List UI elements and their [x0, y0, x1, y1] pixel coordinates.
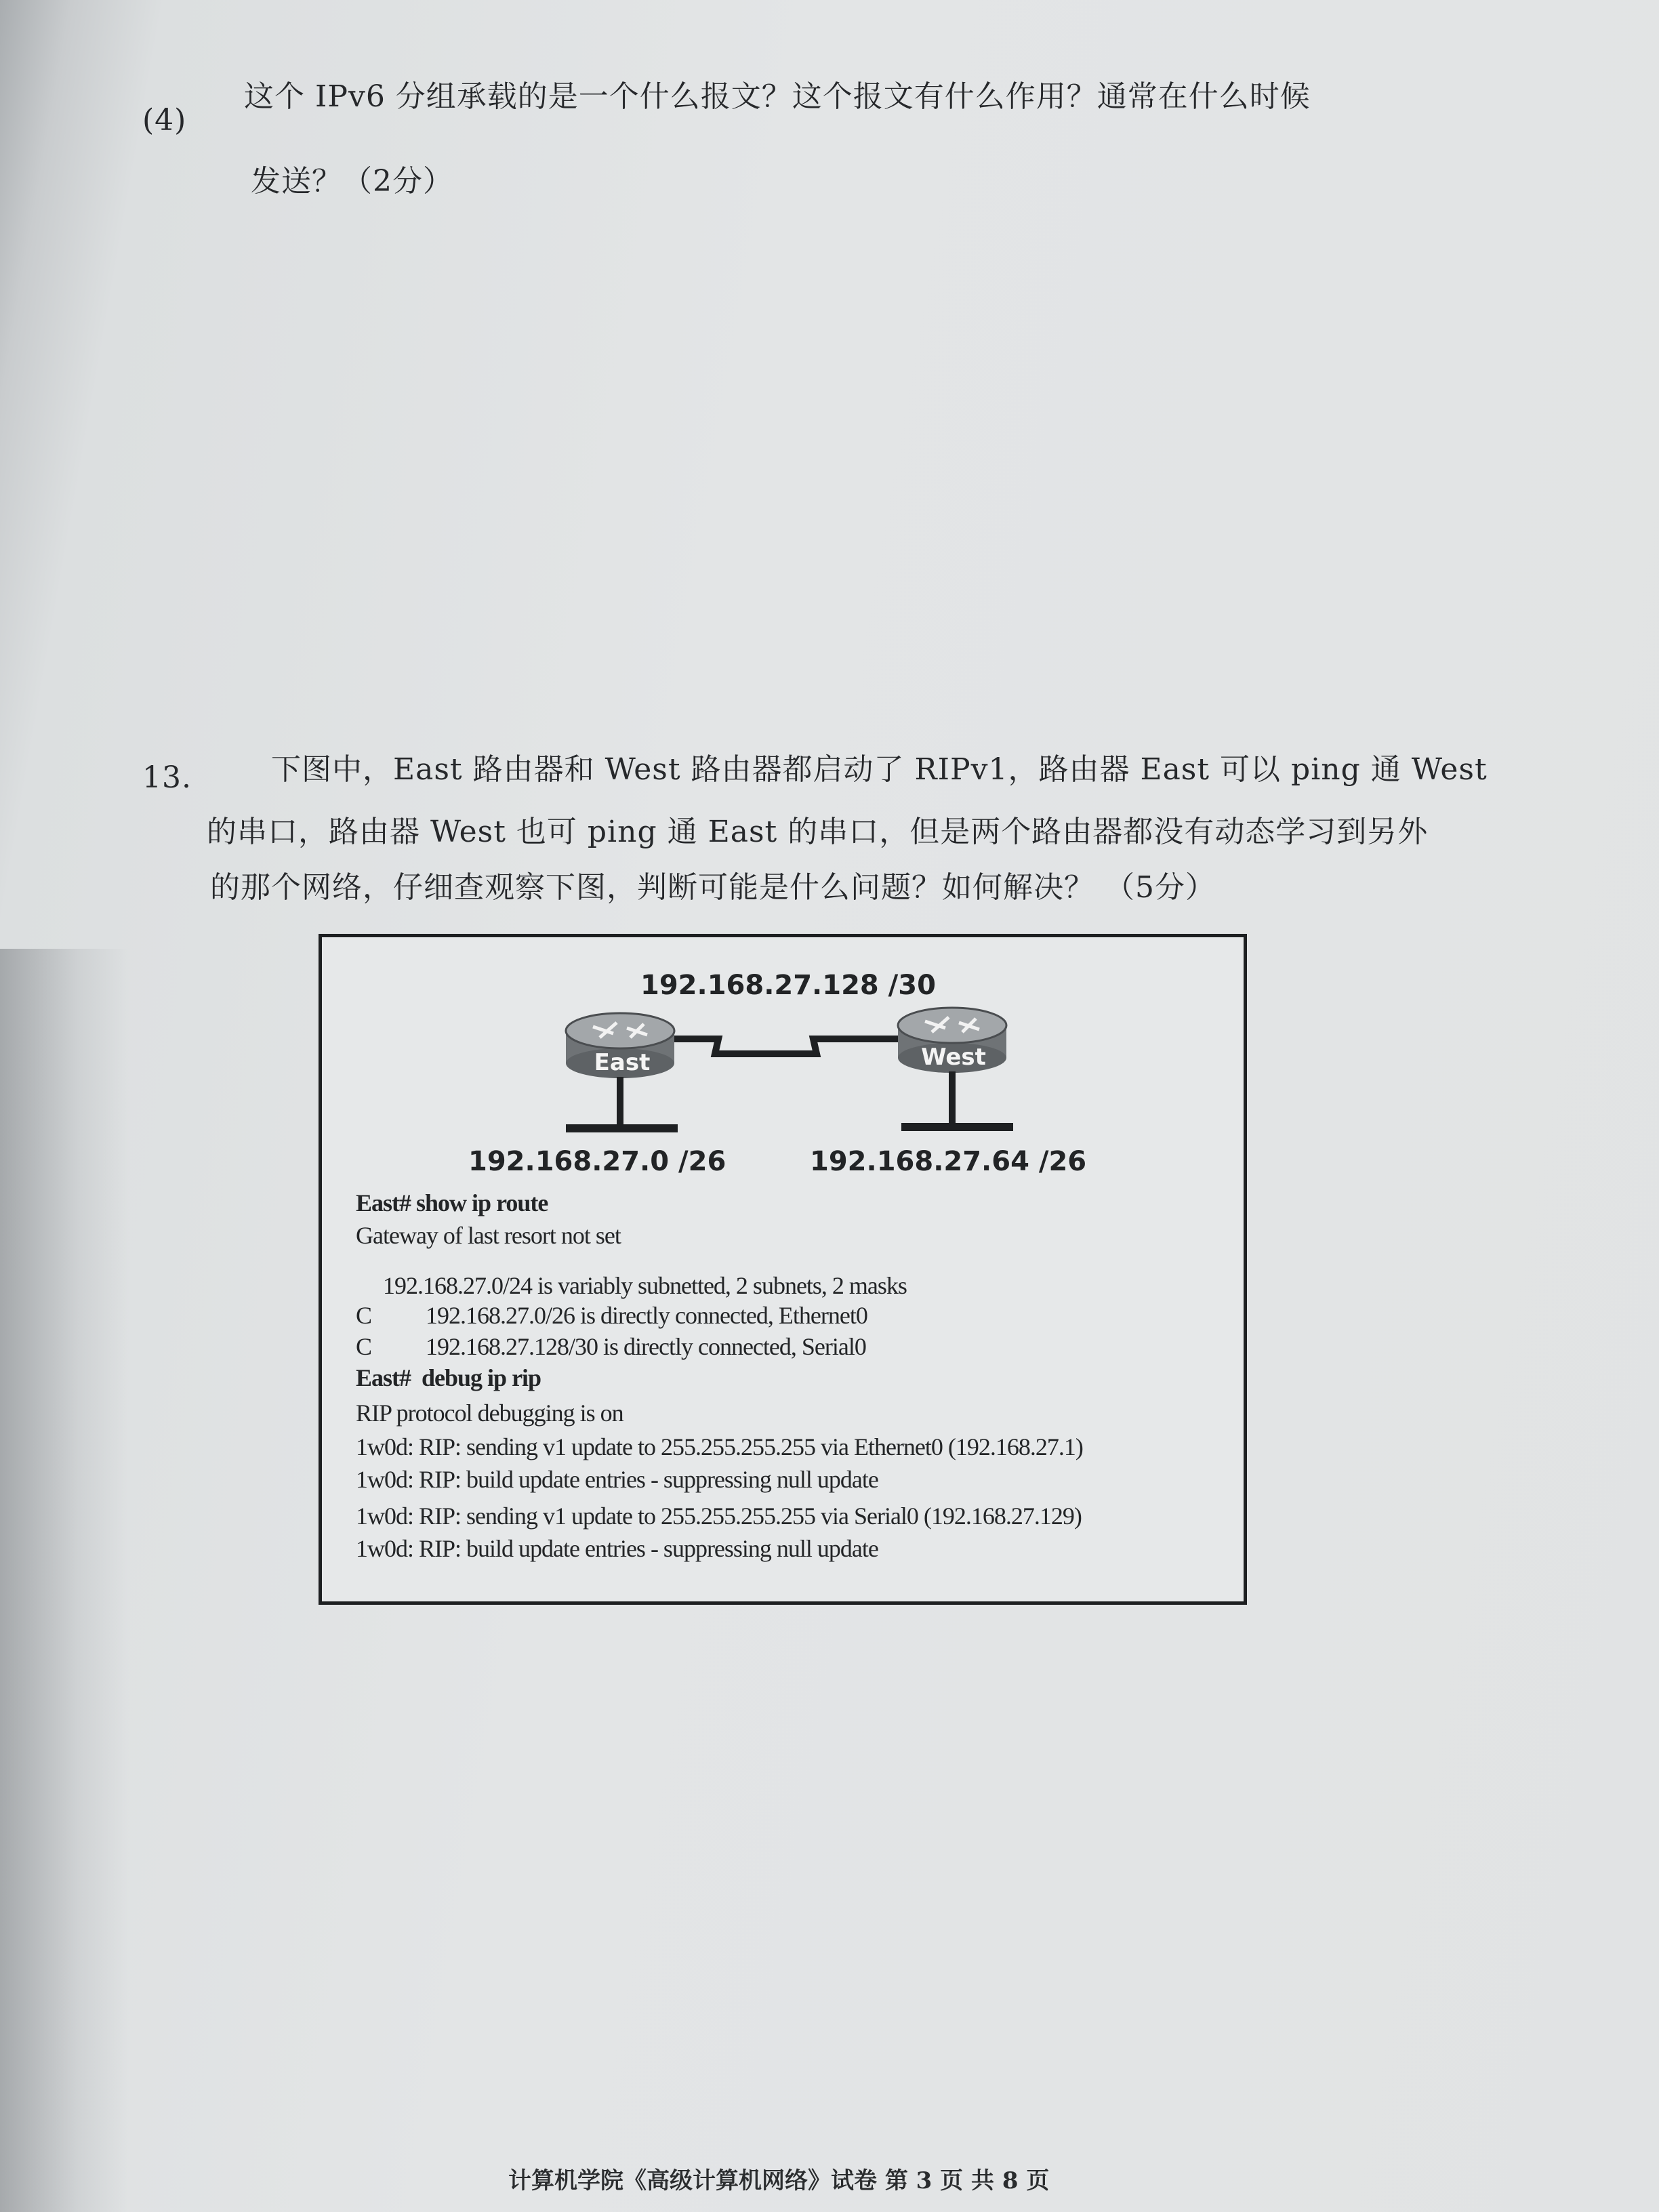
gateway-line: Gateway of last resort not set: [356, 1222, 621, 1249]
rip-send-serial0-line: 1w0d: RIP: sending v1 update to 255.255.255.255 via Serial0 (192.168.27.129): [356, 1502, 1082, 1530]
question-13-line-1: 下图中，East 路由器和 West 路由器都启动了 RIPv1，路由器 East 可以 ping 通 West: [271, 752, 1488, 787]
question-13-line-2: 的串口，路由器 West 也可 ping 通 East 的串口，但是两个路由器都没有动态学习到另外: [207, 815, 1429, 849]
route-entry-ethernet0: C 192.168.27.0/26 is directly connected, Ethernet0: [356, 1302, 867, 1329]
rip-null-update-line-2: 1w0d: RIP: build update entries - suppressing null update: [356, 1535, 878, 1562]
rip-send-ethernet0-line: 1w0d: RIP: sending v1 update to 255.255.255.255 via Ethernet0 (192.168.27.1): [356, 1433, 1083, 1460]
page-footer: 计算机学院《高级计算机网络》试卷 第 3 页 共 8 页: [508, 2167, 1050, 2194]
rip-debug-on-line: RIP protocol debugging is on: [356, 1399, 623, 1427]
question-4-number: (4): [142, 103, 187, 138]
west-lan-network-label: 192.168.27.64 /26: [810, 1146, 1087, 1177]
debug-ip-rip-command: East# debug ip rip: [356, 1364, 541, 1391]
east-router-label: East: [594, 1049, 651, 1076]
serial-link-network-label: 192.168.27.128 /30: [640, 970, 936, 1001]
question-13-line-3: 的那个网络，仔细查观察下图，判断可能是什么问题？如何解决？ （5分）: [210, 870, 1216, 905]
east-lan-network-label: 192.168.27.0 /26: [468, 1146, 726, 1177]
question-4-line-2: 发送？（2分）: [251, 164, 453, 199]
route-entry-serial0: C 192.168.27.128/30 is directly connected, Serial0: [356, 1333, 866, 1360]
question-4-line-1: 这个 IPv6 分组承载的是一个什么报文？这个报文有什么作用？通常在什么时候: [244, 79, 1311, 114]
network-topology-diagram: [498, 998, 1027, 1147]
west-router-label: West: [921, 1044, 986, 1071]
network-figure: [319, 934, 1247, 1605]
paper-edge-shadow: [0, 949, 129, 2212]
subnetted-line: 192.168.27.0/24 is variably subnetted, 2 subnets, 2 masks: [356, 1272, 907, 1299]
rip-null-update-line-1: 1w0d: RIP: build update entries - suppressing null update: [356, 1466, 878, 1493]
show-ip-route-command: East# show ip route: [356, 1189, 548, 1216]
question-13-number: 13.: [142, 760, 192, 795]
